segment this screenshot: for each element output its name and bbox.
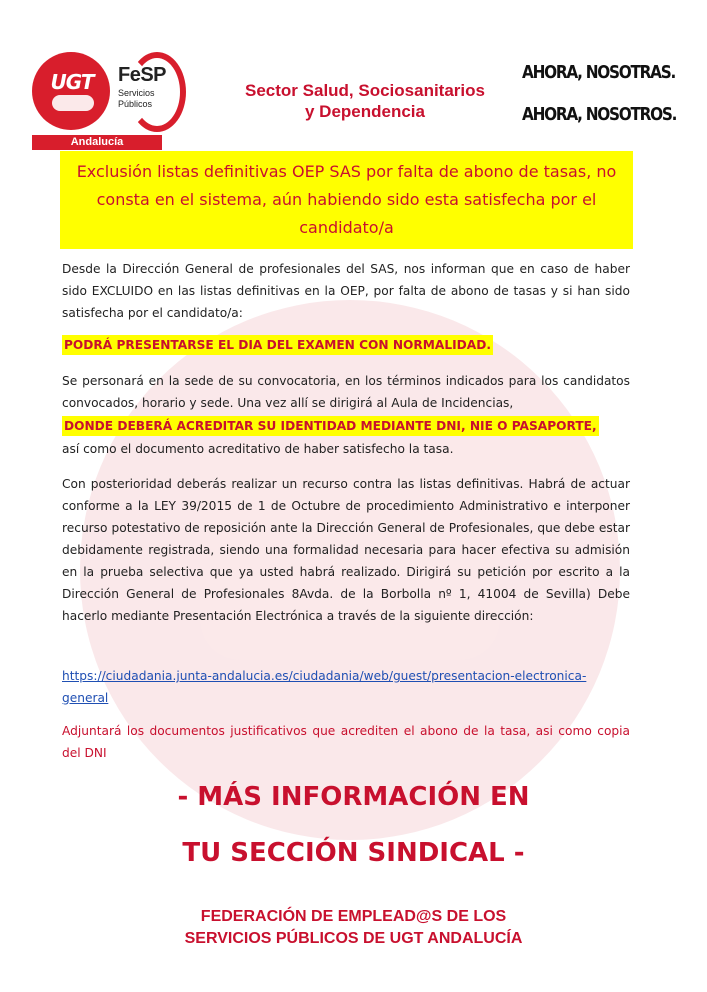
- sector-heading: [215, 80, 515, 122]
- federation-line-1: FEDERACIÓN DE EMPLEAD@S DE LOS: [200, 908, 507, 925]
- fesp-subtitle-2: Públicos: [118, 99, 153, 109]
- paragraph-appeal: Con posterioridad deberás realizar un recurso contra las listas definitivas. Habrá de actuar conforme a la LEY 39/2015 de 1 de Octubre de procedimiento Administrativo e interponer recurso potestativo de reposición ante la Dirección General de Profesionales, que debe estar debidamente registrada, siendo una formalidad necesaria para hacer efectiva su admisión en la prueba selectiva que ya usted habrá realizado. Dirigirá su petición por escrito a la Dirección General de Profesionales 8Avda. de la Borbolla nº 1, 41004 de Sevilla) Debe hacerlo mediante Presentación Electrónica a través de la siguiente dirección:: [62, 477, 630, 623]
- paragraph-attendance-end: así como el documento acreditativo de haber satisfecho la tasa.: [62, 442, 454, 456]
- fesp-title: FeSP: [118, 64, 167, 86]
- sector-line-2: y Dependencia: [305, 102, 425, 121]
- slogan-nosotros: AHORA, NOSOTROS.: [522, 104, 677, 125]
- sector-line-1: Sector Salud, Sociosanitarios: [245, 81, 485, 100]
- paragraph-documents: Adjuntará los documentos justificativos que acrediten el abono de la tasa, asi como copia del DNI: [62, 724, 630, 760]
- ugt-logo-text: UGT: [50, 70, 94, 94]
- slogan-nosotras: AHORA, NOSOTRAS.: [522, 62, 676, 83]
- paragraph-attendance: Se personará en la sede de su convocatoria, en los términos indicados para los candidatos convocados, horario y sede. Una vez allí se dirigirá al Aula de Incidencias,: [62, 374, 630, 410]
- region-label: Andalucía: [70, 136, 124, 148]
- document-title: Exclusión listas definitivas OEP SAS por falta de abono de tasas, no consta en el sistema, aún habiendo sido esta satisfecha por el candidato/a: [76, 162, 617, 237]
- fesp-subtitle-1: Servicios: [118, 88, 155, 98]
- paragraph-intro: Desde la Dirección General de profesionales del SAS, nos informan que en caso de haber sido EXCLUIDO en las listas definitivas en la OEP, por falta de abono de tasas y si han sido satisfecha por el candidato/a:: [62, 262, 630, 320]
- more-info-line-2: TU SECCIÓN SINDICAL -: [182, 838, 525, 868]
- presentation-link[interactable]: https://ciudadania.junta-andalucia.es/ciudadania/web/guest/presentacion-electronica-general: [62, 669, 587, 705]
- more-info-line-1: - MÁS INFORMACIÓN EN: [177, 782, 530, 812]
- handshake-icon: [52, 95, 94, 111]
- highlight-exam: PODRÁ PRESENTARSE EL DIA DEL EXAMEN CON NORMALIDAD.: [62, 335, 493, 355]
- federation-line-2: SERVICIOS PÚBLICOS DE UGT ANDALUCÍA: [184, 930, 523, 947]
- highlight-identity: DONDE DEBERÁ ACREDITAR SU IDENTIDAD MEDIANTE DNI, NIE O PASAPORTE,: [62, 416, 599, 436]
